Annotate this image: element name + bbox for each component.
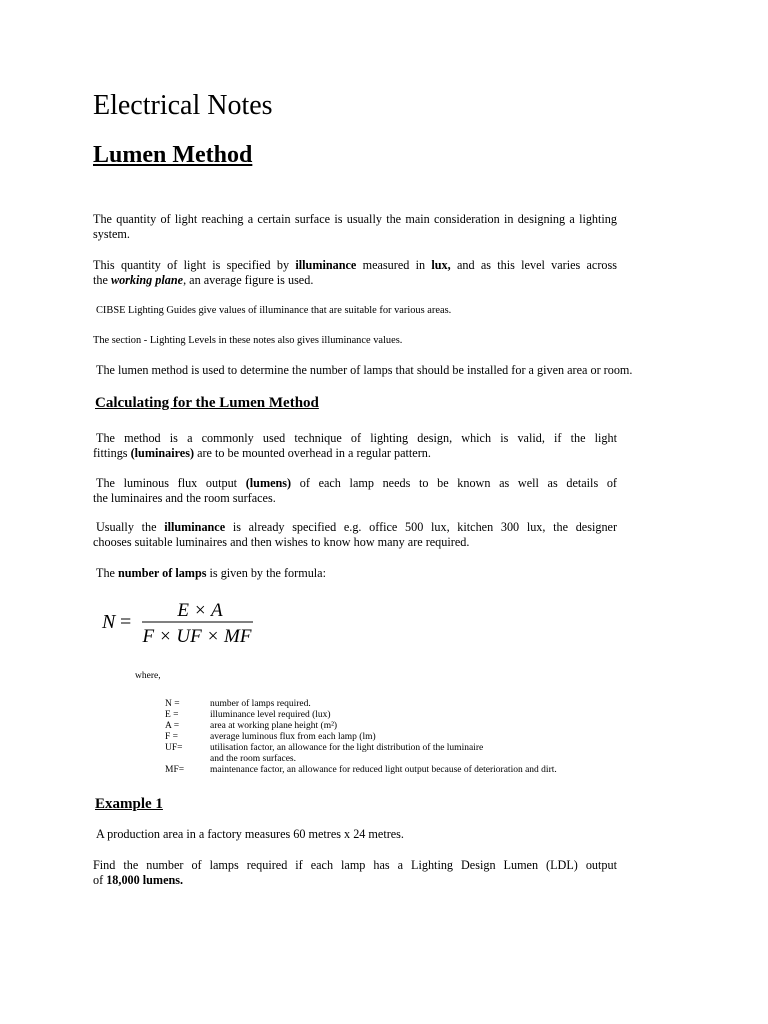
variable-row: F = average luminous flux from each lamp (lm) (165, 732, 376, 742)
variable-row: and the room surfaces. (210, 754, 296, 764)
example-paragraph-2: Find the number of lamps required if each lamp has a Lighting Design Lumen (LDL) output of 18,000 lumens. (93, 858, 617, 887)
formula-denominator: F × UF × MF (142, 626, 252, 646)
intro-paragraph-5: The lumen method is used to determine the number of lamps that should be installed for a given area or room. (96, 363, 633, 377)
intro-paragraph-3: CIBSE Lighting Guides give values of illuminance that are suitable for various areas. (96, 305, 452, 316)
variable-row: E = illuminance level required (lux) (165, 710, 331, 720)
calc-paragraph-2: The luminous flux output (lumens) of each lamp needs to be known as well as details of the luminaires and the room surfaces. (93, 476, 617, 505)
intro-paragraph-1: The quantity of light reaching a certain surface is usually the main consideration in designing a lighting system. (93, 212, 617, 241)
variable-row: MF= maintenance factor, an allowance for reduced light output because of deterioration and dirt. (165, 765, 557, 775)
variable-row: UF= utilisation factor, an allowance for the light distribution of the luminaire (165, 743, 484, 753)
formula-lhs: N (102, 611, 116, 633)
variable-definitions (165, 699, 557, 776)
intro-paragraph-4: The section - Lighting Levels in these notes also gives illuminance values. (93, 335, 403, 346)
variable-row: N = number of lamps required. (165, 699, 311, 709)
calc-paragraph-3: Usually the illuminance is already specified e.g. office 500 lux, kitchen 300 lux, the designer chooses suitable luminaires and then wishes to know how many are required. (93, 520, 618, 549)
example-heading: Example 1 (95, 796, 163, 812)
section-heading: Lumen Method (93, 142, 253, 168)
variable-row: A = area at working plane height (m²) (165, 721, 338, 731)
where-label: where, (135, 671, 161, 681)
example-paragraph-1: A production area in a factory measures 60 metres x 24 metres. (96, 827, 404, 841)
intro-paragraph-2: This quantity of light is specified by illuminance measured in lux, and as this level varies across the working plane, an average figure is used. (93, 258, 617, 287)
calc-paragraph-4: The number of lamps is given by the formula: (96, 566, 326, 580)
subsection-heading: Calculating for the Lumen Method (95, 395, 319, 411)
formula-numerator: E × A (177, 600, 223, 621)
formula-equals: = (120, 611, 132, 633)
calc-paragraph-1: The method is a commonly used technique of lighting design, which is valid, if the light fittings (luminaires) are to be mounted overhead in a regular pattern. (93, 431, 617, 460)
document-title: Electrical Notes (93, 90, 273, 121)
lumen-formula (100, 596, 258, 646)
